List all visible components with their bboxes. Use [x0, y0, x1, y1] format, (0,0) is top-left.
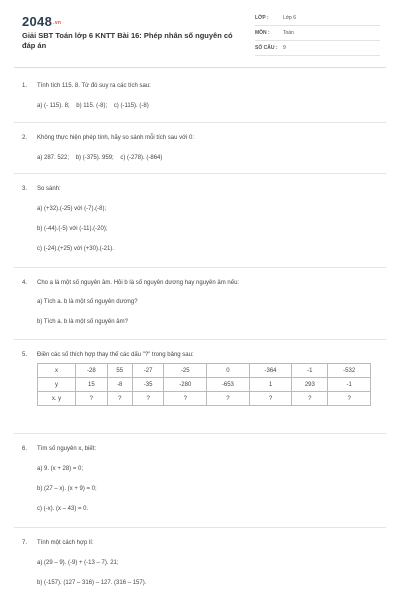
question-number: 6. — [22, 446, 28, 452]
table-cell: ? — [249, 392, 292, 406]
question-number: 4. — [22, 280, 28, 286]
question-stem: Điền các số thích hợp thay thế các dấu "?" trong bảng sau: — [37, 352, 194, 358]
question-stem: Cho a là một số nguyên âm. Hỏi b là số nguyên dương hay nguyên âm nếu: — [37, 280, 240, 286]
meta-subject — [255, 29, 380, 41]
meta-class — [255, 14, 380, 26]
meta-value: 9 — [283, 45, 286, 51]
table-cell: ? — [207, 392, 250, 406]
site-logo[interactable] — [22, 14, 61, 29]
question-line: b) (27 – x). (x + 9) = 0; — [37, 486, 97, 492]
table-cell: 15 — [76, 378, 108, 392]
question-stem: So sánh: — [37, 186, 61, 192]
question-separator — [14, 527, 386, 528]
question-separator — [14, 173, 386, 174]
table-cell: -35 — [132, 378, 164, 392]
table-cell: ? — [76, 392, 108, 406]
question-stem: Tính tích 115. 8. Từ đó suy ra các tích sau: — [37, 83, 151, 89]
table-cell: -8 — [107, 378, 132, 392]
document-title: Giải SBT Toán lớp 6 KNTT Bài 16: Phép nhân số nguyên có đáp án — [22, 31, 233, 50]
table-row — [38, 392, 371, 406]
table-cell: -280 — [164, 378, 207, 392]
question-number: 1. — [22, 83, 28, 89]
question-line: a) 287. 522; b) (-375). 959; c) (-278). (-864) — [37, 155, 163, 161]
table-cell: 0 — [207, 364, 250, 378]
question-line: a) (- 115). 8; b) 115. (-8); c) (-115). (-8) — [37, 103, 149, 109]
table-cell: -364 — [249, 364, 292, 378]
table-cell: -25 — [164, 364, 207, 378]
value-table — [37, 363, 371, 406]
question-separator — [14, 267, 386, 268]
question-separator — [14, 122, 386, 123]
table-cell: ? — [328, 392, 371, 406]
logo-text: 2048 — [22, 14, 53, 29]
question-line: b) (-44).(-5) với (-11).(-20); — [37, 226, 108, 232]
question-separator — [14, 433, 386, 434]
question-number: 7. — [22, 540, 28, 546]
question-line: a) 9. (x + 28) = 0; — [37, 466, 84, 472]
table-cell: -1 — [328, 378, 371, 392]
question-line: b) (-157). (127 – 316) – 127. (316 – 157). — [37, 580, 147, 586]
meta-value: Lớp 6 — [283, 15, 297, 21]
meta-key: SỐ CÂU : — [255, 45, 278, 51]
question-line: a) (29 – 9). (-9) + (-13 – 7). 21; — [37, 560, 119, 566]
question-number: 2. — [22, 135, 28, 141]
logo-suffix: .vn — [53, 19, 62, 26]
question-stem: Không thực hiện phép tính, hãy so sánh mỗi tích sau với 0: — [37, 135, 195, 141]
question-number: 5. — [22, 352, 28, 358]
table-cell: -1 — [292, 364, 328, 378]
table-cell: 55 — [107, 364, 132, 378]
table-cell: y — [38, 378, 76, 392]
header-divider — [14, 67, 386, 68]
meta-value: Toán — [283, 30, 294, 36]
table-cell: 293 — [292, 378, 328, 392]
table-cell: -653 — [207, 378, 250, 392]
meta-key: MÔN : — [255, 30, 270, 36]
question-stem: Tính một cách hợp lí: — [37, 540, 94, 546]
table-cell: ? — [107, 392, 132, 406]
table-row — [38, 378, 371, 392]
meta-key: LỚP : — [255, 15, 269, 21]
question-stem: Tìm số nguyên x, biết: — [37, 446, 97, 452]
question-line: c) (-24).(+25) với (+30).(-21). — [37, 246, 114, 252]
question-line: a) (+32).(-25) với (-7).(-8); — [37, 206, 107, 212]
table-cell: x — [38, 364, 76, 378]
table-cell: ? — [164, 392, 207, 406]
question-separator — [14, 339, 386, 340]
meta-question-count — [255, 44, 380, 56]
question-line: b) Tích a. b là một số nguyên âm? — [37, 319, 128, 325]
table-cell: 1 — [249, 378, 292, 392]
table-cell: ? — [292, 392, 328, 406]
question-number: 3. — [22, 186, 28, 192]
question-line: a) Tích a. b là một số nguyên dương? — [37, 299, 138, 305]
table-cell: ? — [132, 392, 164, 406]
document-header — [0, 0, 400, 70]
table-cell: -532 — [328, 364, 371, 378]
table-cell: x. y — [38, 392, 76, 406]
table-cell: -27 — [132, 364, 164, 378]
table-cell: -28 — [76, 364, 108, 378]
table-row — [38, 364, 371, 378]
question-line: c) (-x). (x – 43) = 0. — [37, 506, 89, 512]
